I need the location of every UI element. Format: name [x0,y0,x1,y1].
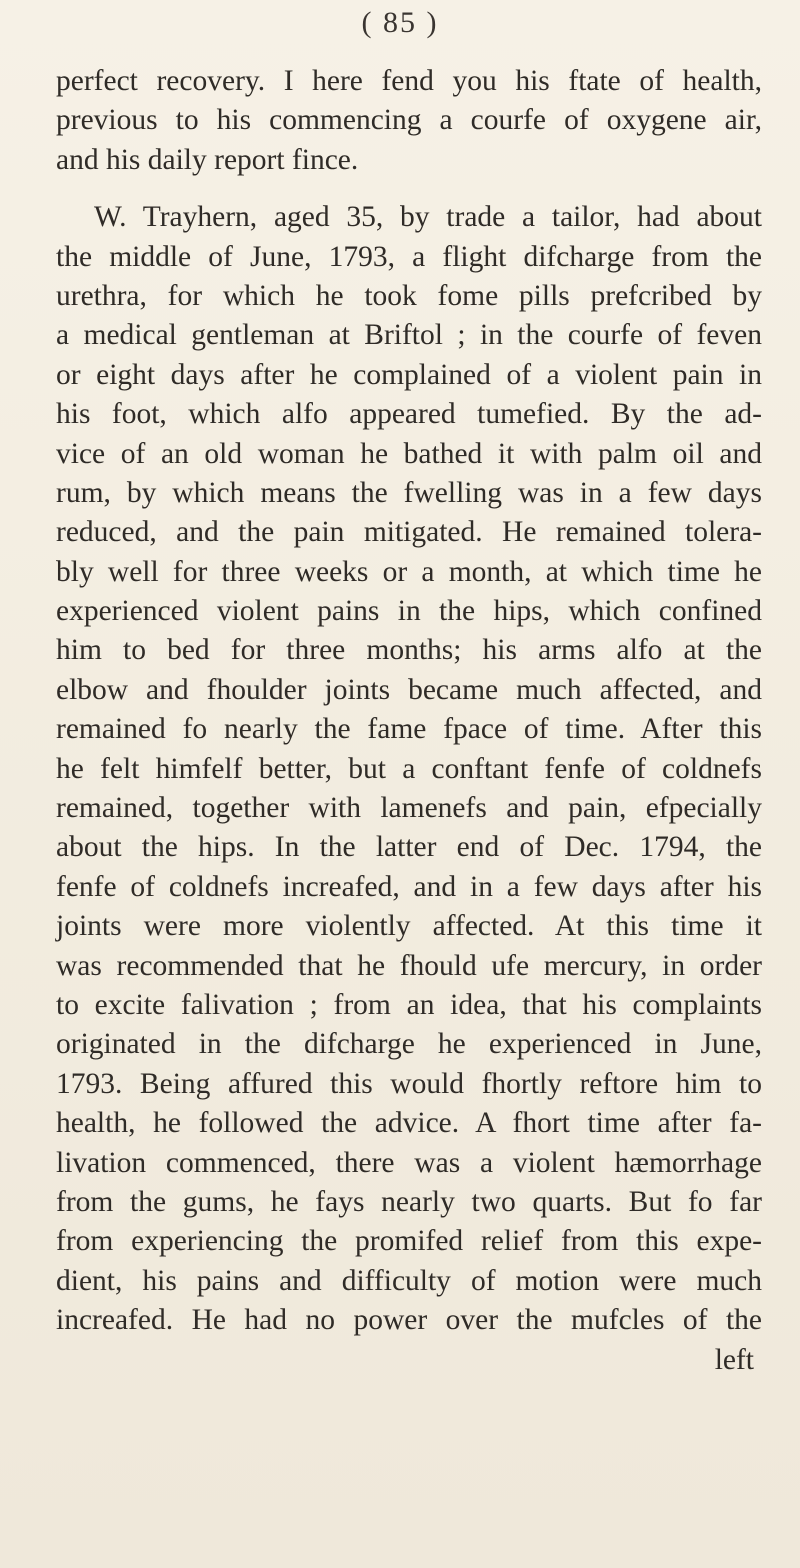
text-line: vice of an old woman he bathed it with palm oil and [56,437,762,470]
text-line: was recommended that he fhould ufe mercury, in order [56,949,762,982]
text-line: health, he followed the advice. A fhort time after fa- [56,1107,762,1140]
text-line: W. Trayhern, aged 35, by trade a tailor, had about [94,201,762,234]
text-line: and his daily report fince. [56,143,359,176]
text-line: from experiencing the promifed relief from this expe- [56,1225,762,1258]
text-line: elbow and fhoulder joints became much affected, and [56,673,762,706]
text-line: about the hips. In the latter end of Dec. 1794, the [56,831,762,864]
catchword: left [714,1343,754,1376]
text-line: rum, by which means the fwelling was in a few days [56,476,762,509]
text-line: him to bed for three months; his arms alfo at the [56,634,762,667]
text-line: to excite falivation ; from an idea, that his complaints [56,988,762,1021]
text-line: from the gums, he fays nearly two quarts. But fo far [56,1185,762,1218]
text-line: joints were more violently affected. At this time it [56,910,762,943]
text-line: 1793. Being affured this would fhortly reftore him to [56,1067,762,1100]
text-line: remained, together with lamenefs and pain, efpecially [56,792,762,825]
text-line: originated in the difcharge he experienced in June, [56,1028,762,1061]
text-line: his foot, which alfo appeared tumefied. By the ad- [56,398,762,431]
text-line: perfect recovery. I here fend you his ftate of health, [56,65,762,97]
body-text [56,62,762,1380]
text-line: the middle of June, 1793, a flight difcharge from the [56,240,762,273]
text-line: a medical gentleman at Briftol ; in the courfe of feven [56,319,762,352]
text-line: he felt himfelf better, but a conftant fenfe of coldnefs [56,752,762,785]
text-line: increafed. He had no power over the mufcles of the [56,1304,762,1337]
text-line: previous to his commencing a courfe of oxygene air, [56,104,762,137]
text-line: fenfe of coldnefs increafed, and in a few days after his [56,870,762,903]
text-line: dient, his pains and difficulty of motion were much [56,1264,762,1297]
text-line: livation commenced, there was a violent hæmorrhage [56,1146,762,1179]
text-line: urethra, for which he took fome pills prefcribed by [56,279,762,312]
text-line: or eight days after he complained of a violent pain in [56,358,762,391]
text-line: remained fo nearly the fame fpace of time. After this [56,713,762,746]
paragraph-gap [56,180,762,198]
text-line: experienced violent pains in the hips, which confined [56,595,762,628]
text-line: bly well for three weeks or a month, at which time he [56,555,762,588]
page-number: ( 85 ) [361,6,439,39]
text-line: reduced, and the pain mitigated. He remained tolera- [56,516,762,549]
